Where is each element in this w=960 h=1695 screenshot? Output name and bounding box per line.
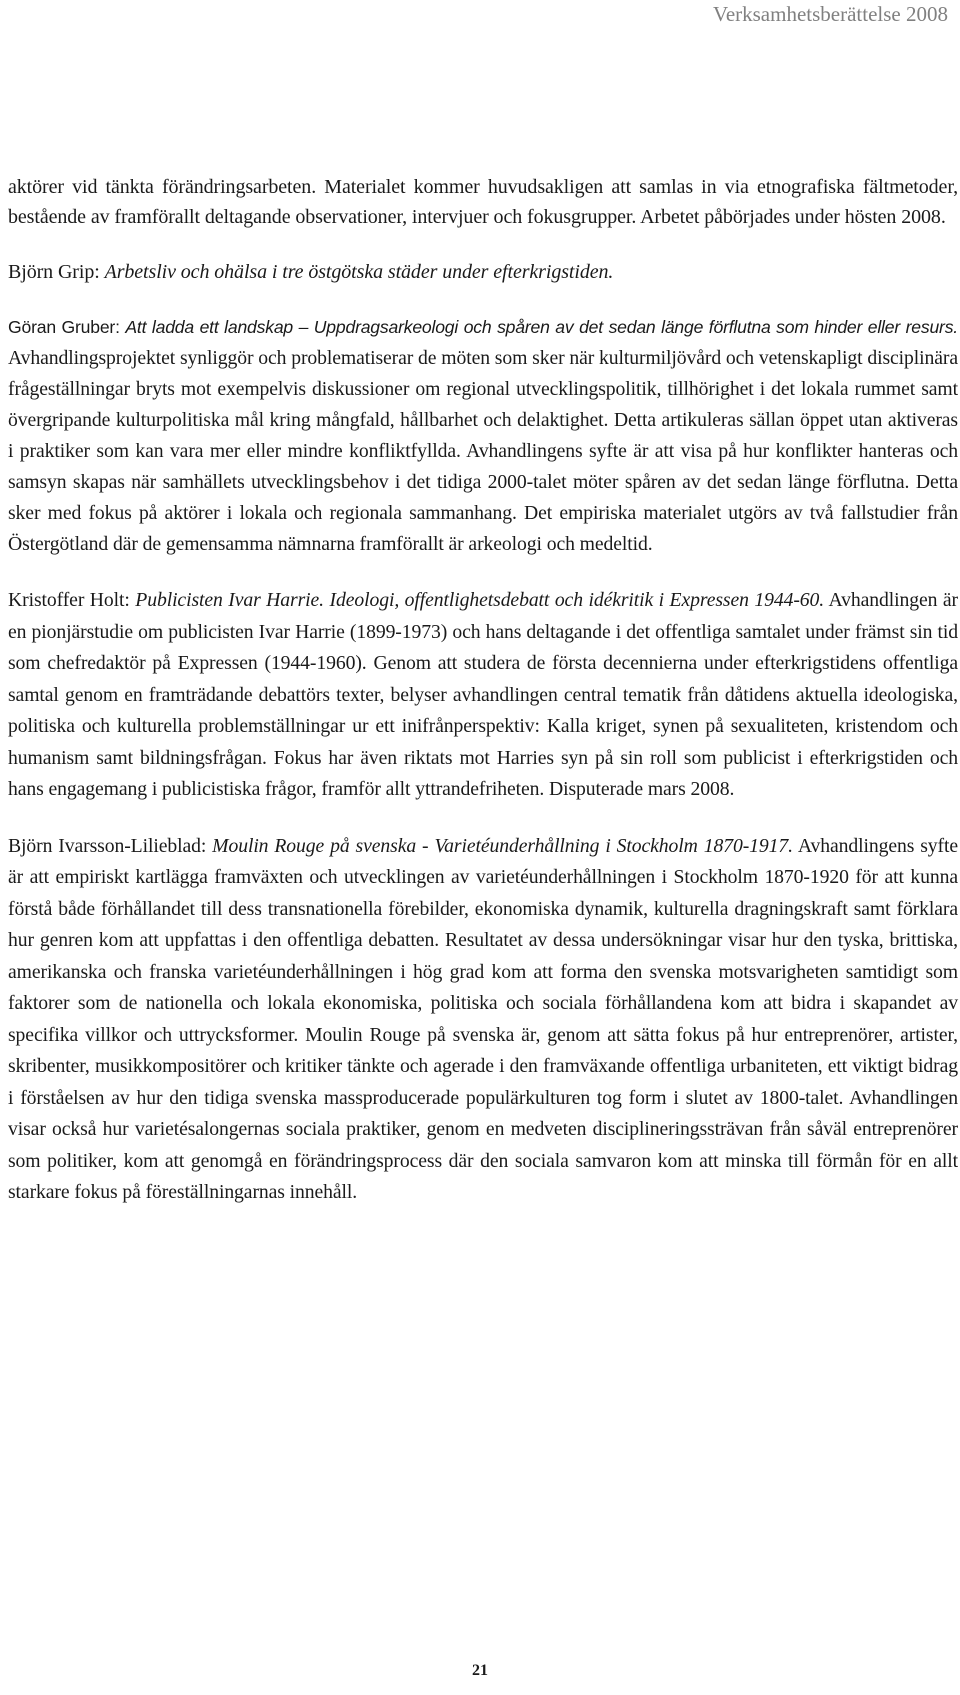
ivarsson-body: Avhandlingens syfte är att empiriskt kartlägga framväxten och utvecklingen av varietéunderhållningen i Stockholm 1870-1920 för att kunna förstå både förhållandet till dess transnationella förebilder, ekonomiska dynamik, kulturella dragningskraft samt förklara hur genren kom att uppfattas i den offentliga debatten. Resultatet av dessa undersökningar visar hur den tyska, brittiska, amerikanska och franska varietéunderhållningen i hög grad kom att forma den svenska motsvarigheten samtidigt som faktorer som de nationella och lokala ekonomiska, politiska och sociala förhållandena kom att bidra i skapandet av specifika villkor och uttrycksformer. Moulin Rouge på svenska är, genom att sätta fokus på hur entreprenörer, artister, skribenter, musikkompositörer och kritiker tänkte och agerade i den framväxande offentliga urbaniteten, ett viktigt bidrag i förståelsen av hur den tidiga svenska massproducerade populärkulturen tog form i slutet av 1800-talet. Avhandlingen visar också hur varietésalongernas sociala praktiker, genom en medveten disciplineringssträvan från såväl entreprenörer som politiker, kom att genomgå en förändringsprocess där den sociala samvaron kom att minska till förmån för en allt starkare fokus på föreställningarnas innehåll.	[8, 834, 958, 1203]
grip-title: Arbetsliv och ohälsa i tre östgötska städer under efterkrigstiden.	[104, 261, 614, 283]
grip-author: Björn Grip:	[8, 261, 105, 283]
paragraph-grip	[8, 257, 958, 287]
ivarsson-author: Björn Ivarsson-Lilieblad:	[8, 834, 213, 857]
holt-title: Publicisten Ivar Harrie. Ideologi, offentlighetsdebatt och idékritik i Expressen 1944-60.	[135, 589, 825, 611]
holt-author: Kristoffer Holt:	[8, 589, 136, 611]
paragraph-ivarsson	[8, 831, 958, 1209]
gruber-author: Göran Gruber:	[8, 317, 126, 337]
paragraph-intro	[8, 172, 958, 232]
intro-text: aktörer vid tänkta förändringsarbeten. Materialet kommer huvudsakligen att samlas in via etnografiska fältmetoder, bestående av framförallt deltagande observationer, intervjuer och fokusgrupper. Arbetet påbörjades under hösten 2008.	[8, 176, 958, 228]
gruber-body: Avhandlingsprojektet synliggör och problematiserar de möten som sker när kulturmiljövård och vetenskapligt disciplinära frågeställningar bryts mot exempelvis diskussioner om regional utvecklingspolitik, tillhörighet i det lokala rummet samt övergripande kulturpolitiska mål kring mångfald, hållbarhet och delaktighet. Detta artikuleras sällan öppet utan aktiveras i praktiker som kan vara mer eller mindre konfliktfyllda. Avhandlingens syfte är att visa på hur konflikter hanteras och samsyn skapas när samhällets utvecklingsbehov i det tidiga 2000-talet möter spåren av det sedan länge förflutna. Detta sker med fokus på aktörer i lokala och regionala sammanhang. Det empiriska materialet utgörs av två fallstudier från Östergötland där de gemensamma nämnarna framförallt är arkeologi och medeltid.	[8, 347, 958, 555]
document-body	[8, 172, 958, 1209]
paragraph-gruber	[8, 312, 958, 560]
gruber-title: Att ladda ett landskap – Uppdragsarkeologi och spåren av det sedan länge förflutna som hinder eller resurs.	[125, 317, 958, 337]
ivarsson-title: Moulin Rouge på svenska - Varietéunderhållning i Stockholm 1870-1917.	[212, 834, 793, 857]
page-number: 21	[472, 1662, 488, 1679]
paragraph-holt	[8, 585, 958, 806]
running-header: Verksamhetsberättelse 2008	[712, 2, 948, 26]
holt-body: Avhandlingen är en pionjärstudie om publicisten Ivar Harrie (1899-1973) och hans deltagande i det offentliga samtalet under främst sin tid som chefredaktör på Expressen (1944-1960). Genom att studera de första decennierna under efterkrigstidens offentliga samtal genom en framträdande debattörs texter, belyser avhandlingen central tematik från dåtidens aktuella ideologiska, politiska och kulturella problemställningar ur ett inifrånperspektiv: Kalla kriget, synen på sexualiteten, kristendom och humanism samt bildningsfrågan. Fokus har även riktats mot Harries syn på sin roll som publicist i efterkrigstiden och hans engagemang i publicistiska frågor, framför allt yttrandefriheten. Disputerade mars 2008.	[8, 589, 959, 800]
